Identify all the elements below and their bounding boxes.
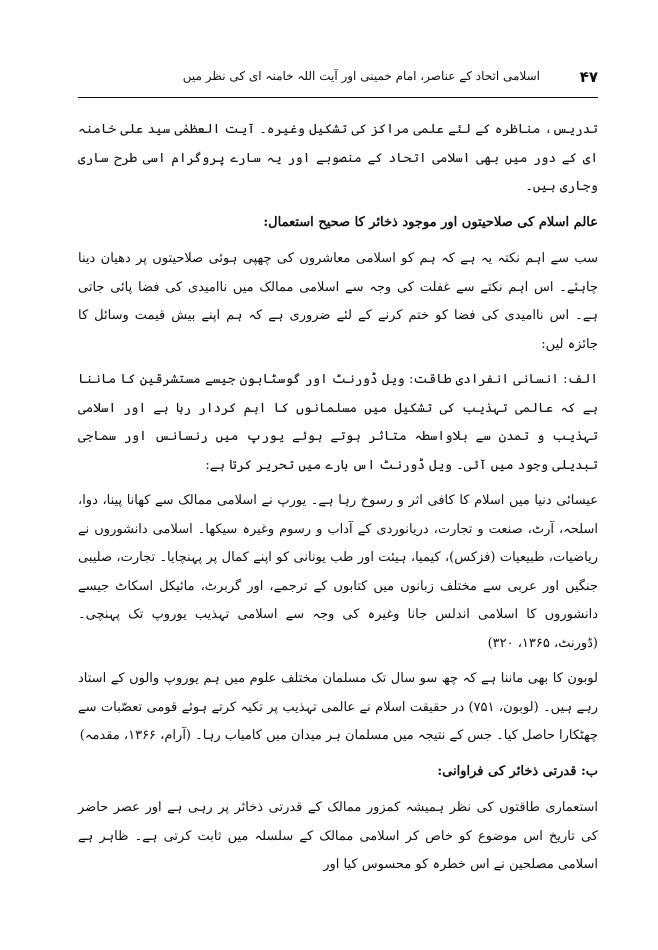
paragraph-1: تدریس، مناظرہ کے لئے علمی مراکز کی تشکیل وغیرہ۔ آیت العظمٰی سید علی خامنہ ای کے دور میں بھی اسلامی اتحاد کے منصوبے اور یہ سارے پروگرام اسی طرح ساری وجاری ہیں۔ bbox=[78, 122, 598, 194]
section-heading-natural-resources: ب: قدرتی ذخائر کی فراوانی: bbox=[437, 763, 598, 779]
paragraph-4 bbox=[78, 487, 598, 658]
citation-aram: (آرام، ۱۳۶۶، مقدمہ) bbox=[79, 728, 191, 743]
page-header bbox=[78, 68, 598, 94]
header-rule bbox=[78, 97, 598, 98]
page-number: ۴۷ bbox=[579, 68, 598, 86]
paragraph-4-text: عیسائی دنیا میں اسلام کا کافی اثر و رسوخ رہا ہے۔ یورپ نے اسلامی ممالک سے کھانا پینا، دوا، اسلحہ، آرٹ، صنعت و تجارت، دریانوردی کے آداب و رسوم وغیرہ سیکھا۔ اسلامی دانشوروں نے ریاضیات، طبیعیات (فزکس)، کیمیا، ہیئت اور طب یونانی کو اپنے کمال پر پہنچایا۔ تجارت، صلیبی جنگیں اور عربی سے مختلف زبانوں میں کتابوں کے ترجمے، اور گربرٹ، مائیکل اسکاٹ جیسے دانشوروں کا اسلامی اندلس جانا وغیرہ کی وجہ سے اسلامی تہذیب یوروپ تک پہنچی۔ bbox=[78, 493, 598, 622]
page-body bbox=[78, 116, 598, 887]
paragraph-3: الف: انسانی انفرادی طاقت: ویل ڈورنٹ اور گوسٹابون جیسے مستشرقین کا ماننا ہے کہ عالمی تہذیب کی تشکیل میں مسلمانوں کا اہم کردار رہا ہے اور اسلامی تہذیب و تمدن سے بلاواسطہ متاثر ہوتے ہوئے یورپ میں رنسانس اور سماجی تبدیلی وجود میں آئی۔ ویل ڈورنٹ اس بارے میں تحریر کرتا ہے: bbox=[78, 372, 598, 473]
paragraph-6: استعماری طاقتوں کی نظر ہمیشہ کمزور ممالک کے قدرتی ذخائر پر رہی ہے اور عصر حاضر کی تاریخ اس موضوع کو خاص کر اسلامی ممالک کے سلسلہ میں ثابت کرتی ہے۔ ظاہر ہے اسلامی مصلحین نے اس خطرہ کو محسوس کیا اور bbox=[78, 800, 598, 872]
paragraph-2: سب سے اہم نکتہ یہ ہے کہ ہم کو اسلامی معاشروں کی چھپی ہوئی صلاحیتوں پر دھیان دینا چاہئے۔ اس اہم نکتے سے غفلت کی وجہ سے اسلامی ممالک میں ناامیدی کی فضا پائی جاتی ہے۔ اس ناامیدی کی فضا کو ختم کرنے کے لئے ضروری ہے کہ ہم اپنے بیش قیمت وسائل کا جائزہ لیں: bbox=[78, 251, 598, 352]
paragraph-5 bbox=[78, 665, 598, 751]
section-heading-resources: عالم اسلام کی صلاحیتوں اور موجود ذخائر کا صحیح استعمال: bbox=[263, 214, 598, 230]
running-title: اسلامی اتحاد کے عناصر، امام خمینی اور آیت اللہ خامنہ ای کی نظر میں bbox=[182, 69, 540, 83]
paragraph-5-text: لوبون کا بھی ماننا ہے کہ چھ سو سال تک مسلمان مختلف علوم میں ہم یوروپ والوں کے استاد رہے ہیں۔ (لوبون، ۷۵۱) در حقیقت اسلام نے عالمی تہذیب پر تکیہ کرتے ہوئے قومی تعصّبات سے چھٹکارا حاصل کیا۔ جس کے نتیجہ میں مسلمان ہر میدان میں کامیاب رہا۔ bbox=[78, 671, 598, 743]
citation-durant: (ڈورنٹ، ۱۳۶۵، ۳۲۰) bbox=[487, 635, 598, 651]
